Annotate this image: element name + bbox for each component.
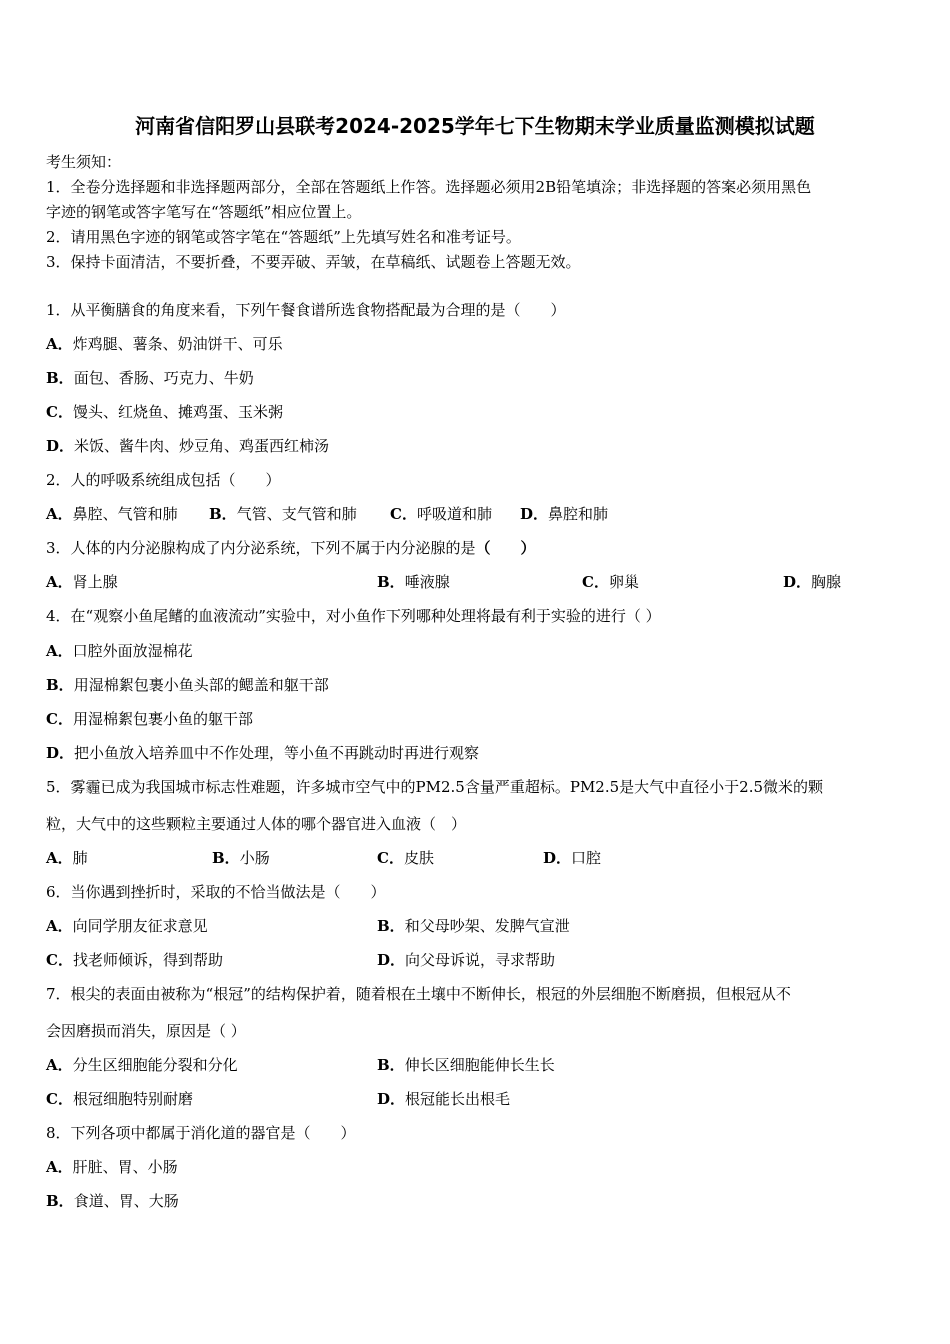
question-7-stem: 7．根尖的表面由被称为“根冠”的结构保护着，随着根在土壤中不断伸长，根冠的外层细胞不断磨损，但根冠从不 (46, 985, 791, 1003)
option-text: 胸腺 (811, 573, 842, 591)
option-text: 面包、香肠、巧克力、牛奶 (73, 369, 254, 387)
option-text: 馒头、红烧鱼、摊鸡蛋、玉米粥 (72, 403, 283, 421)
option-text: 用湿棉絮包裹小鱼头部的鳃盖和躯干部 (73, 676, 329, 694)
question-6-option-c (46, 949, 223, 971)
question-2-option-c (390, 503, 492, 525)
option-label: D． (543, 849, 572, 867)
question-6-option-d (377, 949, 555, 971)
option-label: B． (209, 505, 237, 523)
question-5-option-b (212, 847, 270, 869)
option-text: 口腔 (571, 849, 602, 867)
option-label: A． (46, 849, 73, 867)
option-text: 肝脏、胃、小肠 (72, 1158, 178, 1176)
question-2-stem: 2．人的呼吸系统组成包括（ ） (46, 471, 281, 489)
question-7-option-c (46, 1088, 193, 1110)
question-4-option-a (46, 640, 193, 662)
option-text: 唾液腺 (404, 573, 450, 591)
question-2-option-b (209, 503, 357, 525)
option-text: 鼻腔、气管和肺 (72, 505, 178, 523)
question-1-stem: 1．从平衡膳食的角度来看，下列午餐食谱所选食物搭配最为合理的是（ ） (46, 301, 566, 319)
question-5-stem: 5．雾霾已成为我国城市标志性难题，许多城市空气中的PM2.5含量严重超标。PM2.5是大气中直径小于2.5微米的颗 (46, 778, 824, 796)
option-text: 找老师倾诉，得到帮助 (72, 951, 223, 969)
stem-text: 3．人体的内分泌腺构成了内分泌系统，下列不属于内分泌腺的是 (46, 539, 476, 557)
option-label: B． (377, 573, 405, 591)
question-2-option-d (520, 503, 608, 525)
option-text: 和父母吵架、发脾气宣泄 (404, 917, 570, 935)
question-7-option-a (46, 1054, 238, 1076)
option-text: 气管、支气管和肺 (236, 505, 357, 523)
option-text: 呼吸道和肺 (416, 505, 492, 523)
question-6-stem: 6．当你遇到挫折时，采取的不恰当做法是（ ） (46, 883, 386, 901)
option-label: A． (46, 1056, 73, 1074)
notice-item: 2．请用黑色字迹的钢笔或答字笔在“答题纸”上先填写姓名和准考证号。 (46, 228, 521, 246)
question-5-option-d (543, 847, 601, 869)
option-text: 向父母诉说，寻求帮助 (405, 951, 556, 969)
question-5-stem-cont: 粒，大气中的这些颗粒主要通过人体的哪个器官进入血液（ ） (46, 815, 467, 833)
question-6-option-b (377, 915, 570, 937)
question-5-option-c (377, 847, 434, 869)
option-text: 根冠细胞特别耐磨 (72, 1090, 193, 1108)
question-7-option-b (377, 1054, 555, 1076)
question-3-option-c (582, 571, 639, 593)
option-label: B． (377, 917, 405, 935)
question-3-option-d (783, 571, 841, 593)
question-6-option-a (46, 915, 208, 937)
option-text: 皮肤 (403, 849, 434, 867)
question-5-option-a (46, 847, 88, 869)
question-7-option-d (377, 1088, 510, 1110)
option-label: C． (377, 849, 404, 867)
option-label: B． (377, 1056, 405, 1074)
question-7-stem-cont: 会因磨损而消失，原因是（ ） (46, 1022, 246, 1040)
option-text: 肾上腺 (72, 573, 118, 591)
option-label: D． (377, 1090, 406, 1108)
question-3-option-b (377, 571, 450, 593)
notice-item: 1．全卷分选择题和非选择题两部分，全部在答题纸上作答。选择题必须用2B铅笔填涂；非选择题的答案必须用黑色 (46, 178, 812, 196)
option-text: 肺 (72, 849, 88, 867)
option-text: 鼻腔和肺 (548, 505, 609, 523)
question-8-stem: 8．下列各项中都属于消化道的器官是（ ） (46, 1124, 356, 1142)
option-label: C． (46, 1090, 73, 1108)
option-text: 分生区细胞能分裂和分化 (72, 1056, 238, 1074)
question-4-stem: 4．在“观察小鱼尾鳍的血液流动”实验中，对小鱼作下列哪种处理将最有利于实验的进行（ ） (46, 607, 661, 625)
option-text: 口腔外面放湿棉花 (72, 642, 193, 660)
option-label: A． (46, 917, 73, 935)
option-label: A． (46, 573, 73, 591)
option-label: C． (582, 573, 609, 591)
option-text: 卵巢 (608, 573, 639, 591)
option-text: 米饭、酱牛肉、炒豆角、鸡蛋西红柿汤 (74, 437, 330, 455)
option-text: 把小鱼放入培养皿中不作处理，等小鱼不再跳动时再进行观察 (74, 744, 480, 762)
option-label: A． (46, 335, 73, 353)
question-4-option-c (46, 708, 253, 730)
question-4-option-b (46, 674, 329, 696)
question-1-option-a (46, 333, 283, 355)
option-label: D． (46, 744, 75, 762)
option-label: D． (46, 437, 75, 455)
question-1-option-d (46, 435, 329, 457)
option-label: D． (377, 951, 406, 969)
question-3-option-a (46, 571, 118, 593)
option-label: B． (46, 369, 74, 387)
option-label: C． (46, 403, 73, 421)
question-2-option-a (46, 503, 178, 525)
option-label: B． (212, 849, 240, 867)
notice-heading: 考生须知： (46, 153, 122, 171)
option-text: 根冠能长出根毛 (405, 1090, 511, 1108)
question-3-stem (46, 537, 536, 559)
page-title: 河南省信阳罗山县联考2024-2025学年七下生物期末学业质量监测模拟试题 (135, 114, 815, 138)
option-label: B． (46, 1192, 74, 1210)
question-1-option-b (46, 367, 254, 389)
option-text: 伸长区细胞能伸长生长 (404, 1056, 555, 1074)
option-text: 小肠 (239, 849, 270, 867)
question-8-option-a (46, 1156, 178, 1178)
question-4-option-d (46, 742, 479, 764)
option-label: C． (46, 710, 73, 728)
question-1-option-c (46, 401, 283, 423)
option-text: 向同学朋友征求意见 (72, 917, 208, 935)
notice-item: 3．保持卡面清洁，不要折叠，不要弄破、弄皱，在草稿纸、试题卷上答题无效。 (46, 253, 581, 271)
option-label: A． (46, 642, 73, 660)
option-label: B． (46, 676, 74, 694)
option-label: C． (390, 505, 417, 523)
option-label: C． (46, 951, 73, 969)
option-text: 食道、胃、大肠 (73, 1192, 179, 1210)
option-text: 用湿棉絮包裹小鱼的躯干部 (72, 710, 253, 728)
option-label: D． (783, 573, 812, 591)
notice-item: 字迹的钢笔或答字笔写在“答题纸”相应位置上。 (46, 203, 362, 221)
option-label: D． (520, 505, 549, 523)
question-8-option-b (46, 1190, 179, 1212)
option-label: A． (46, 505, 73, 523)
answer-paren: （ ） (475, 539, 536, 557)
option-text: 炸鸡腿、薯条、奶油饼干、可乐 (72, 335, 283, 353)
option-label: A． (46, 1158, 73, 1176)
